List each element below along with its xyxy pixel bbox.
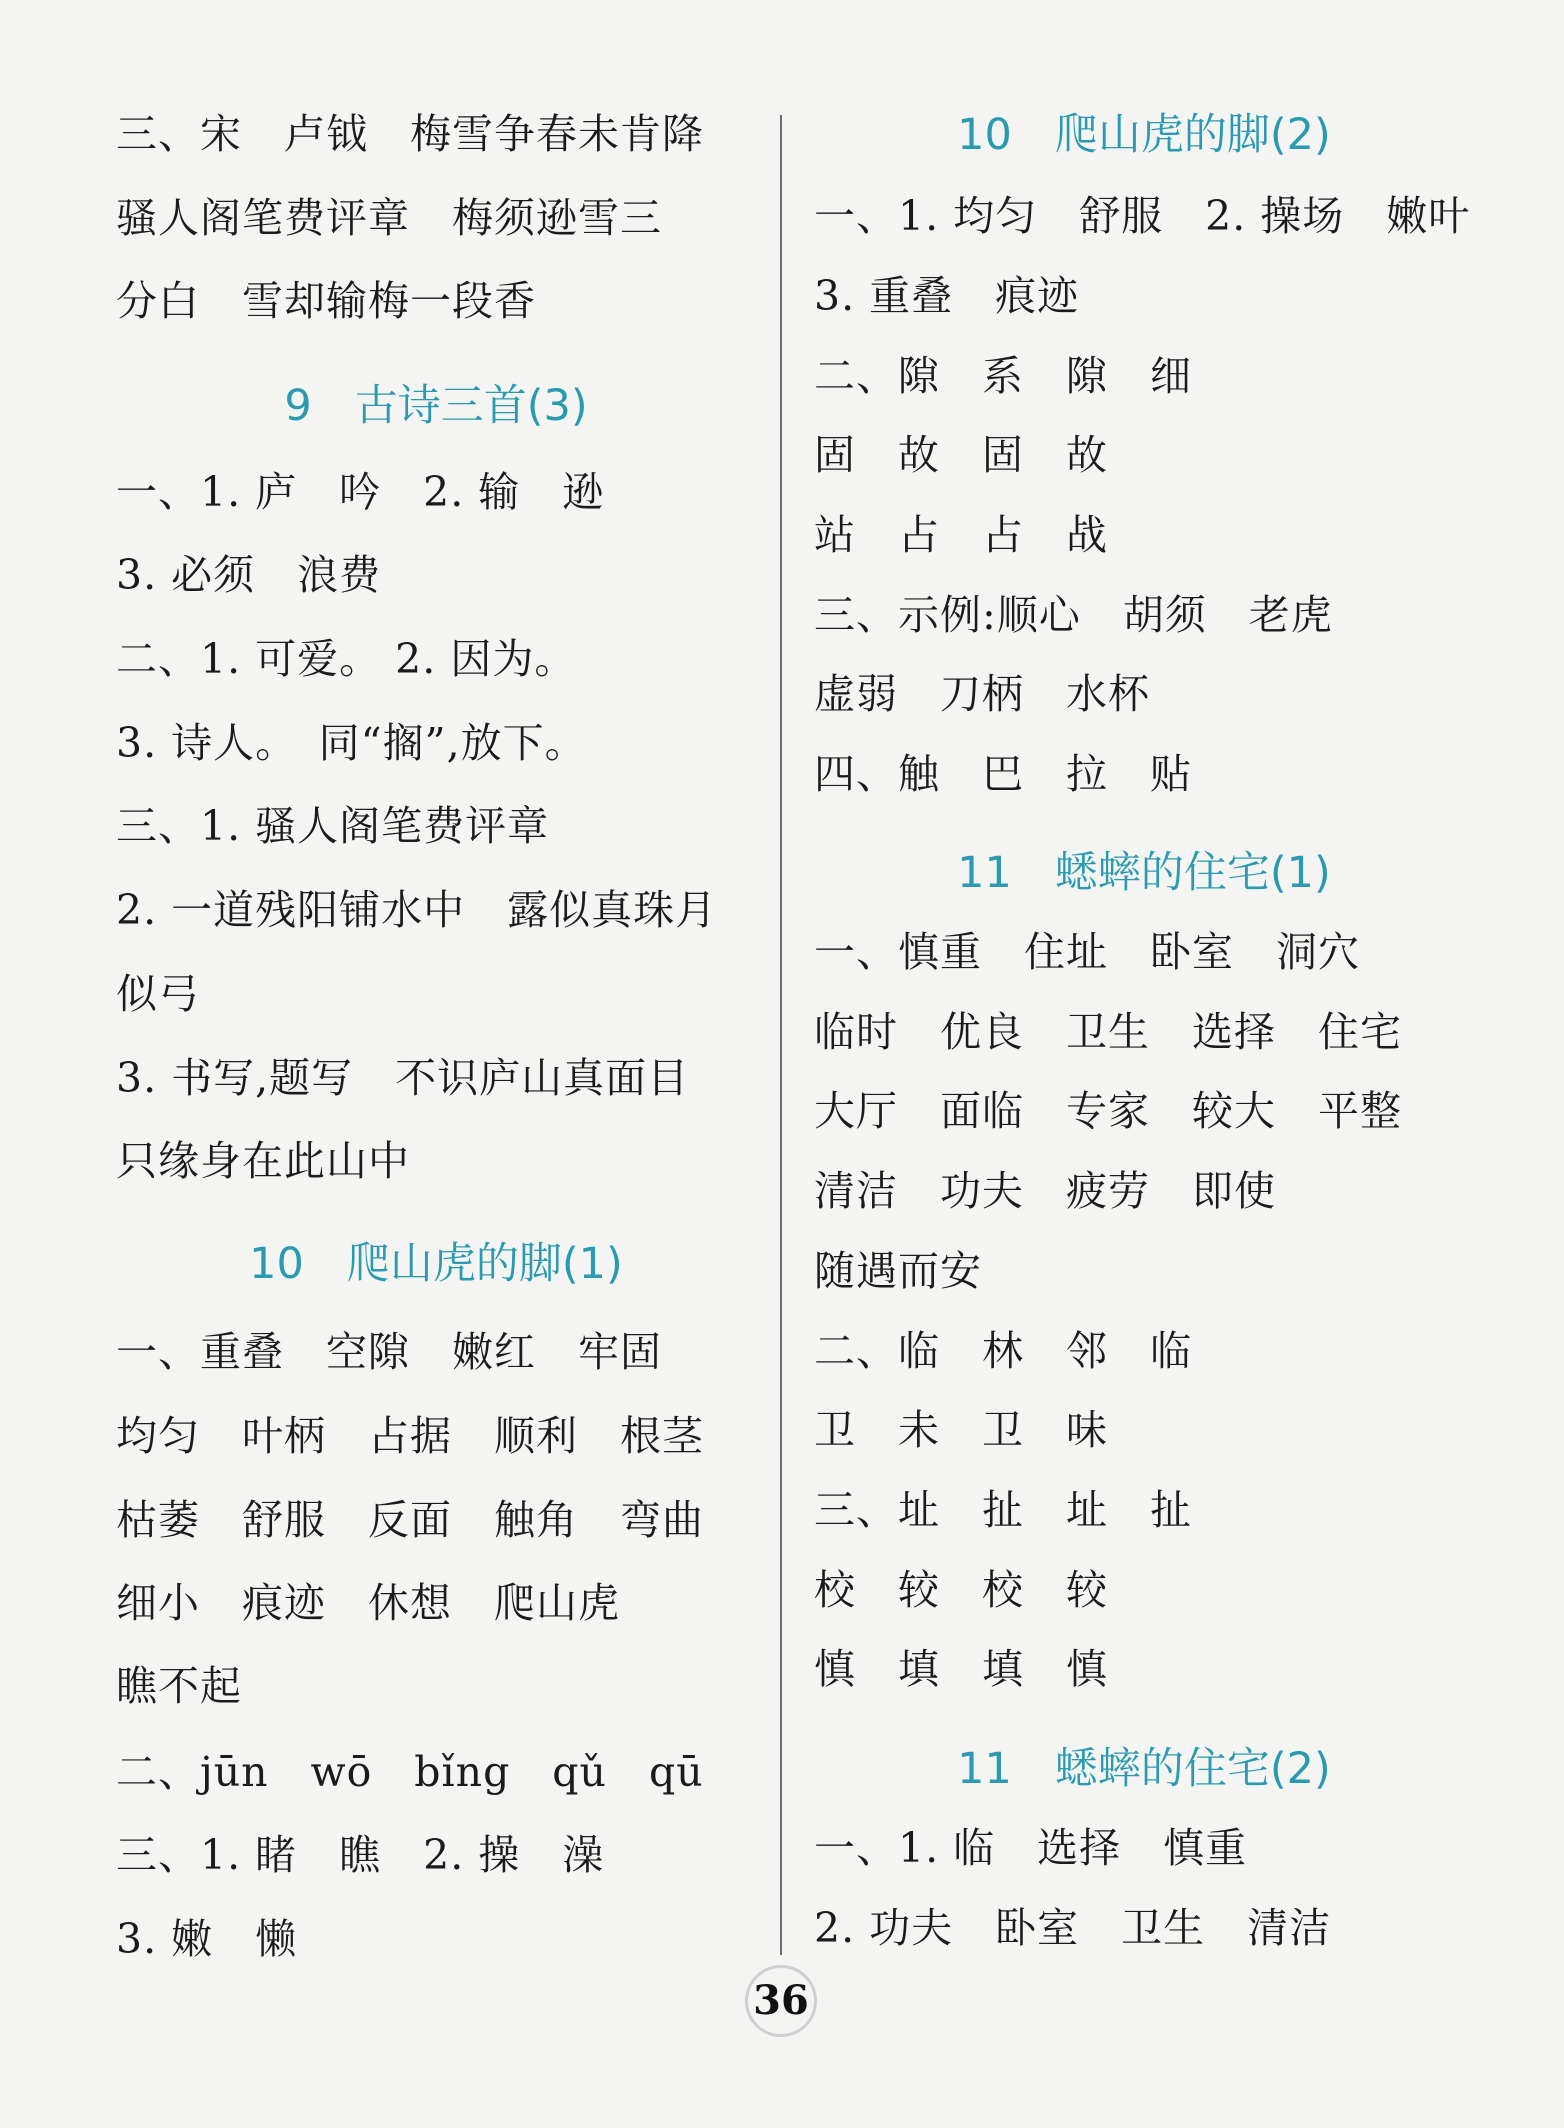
answer-line: 似弓 (116, 970, 200, 1018)
answer-line: 3. 书写,题写 不识庐山真面目 (116, 1054, 690, 1102)
answer-line: 站 占 占 战 (814, 511, 1108, 559)
section-heading: 11 蟋蟀的住宅(2) (957, 1744, 1331, 1794)
answer-line: 只缘身在此山中 (116, 1137, 410, 1185)
answer-line: 分白 雪却输梅一段香 (116, 277, 536, 325)
answer-line: 二、隙 系 隙 细 (814, 352, 1192, 400)
answer-line: 瞧不起 (116, 1662, 242, 1710)
answer-line: 3. 必须 浪费 (116, 551, 382, 599)
answer-line: 二、1. 可爱。 2. 因为。 (116, 635, 577, 683)
page-number: 36 (745, 1965, 817, 2037)
section-heading: 10 爬山虎的脚(1) (249, 1239, 623, 1289)
section-heading: 10 爬山虎的脚(2) (957, 110, 1331, 160)
answer-line: 骚人阁笔费评章 梅须逊雪三 (116, 194, 662, 242)
answer-line: 一、1. 均匀 舒服 2. 操场 嫩叶 (814, 192, 1471, 240)
answer-line: 一、慎重 住址 卧室 洞穴 (814, 928, 1360, 976)
answer-line: 细小 痕迹 休想 爬山虎 (116, 1579, 620, 1627)
answer-line: 2. 功夫 卧室 卫生 清洁 (814, 1904, 1332, 1952)
section-heading: 9 古诗三首(3) (284, 381, 588, 431)
answer-line: 四、触 巴 拉 贴 (814, 750, 1192, 798)
answer-line: 慎 填 填 慎 (814, 1645, 1108, 1693)
answer-line: 一、重叠 空隙 嫩红 牢固 (116, 1328, 662, 1376)
answer-line: 3. 诗人。 同“搁”,放下。 (116, 719, 587, 767)
answer-line: 二、jūn wō bǐng qǔ qū (116, 1748, 704, 1796)
section-heading: 11 蟋蟀的住宅(1) (957, 848, 1331, 898)
answer-line: 卫 未 卫 味 (814, 1406, 1108, 1454)
answer-line: 一、1. 临 选择 慎重 (814, 1824, 1248, 1872)
answer-line: 3. 嫩 懒 (116, 1915, 298, 1963)
answer-line: 临时 优良 卫生 选择 住宅 (814, 1008, 1402, 1056)
answer-line: 大厅 面临 专家 较大 平整 (814, 1087, 1402, 1135)
answer-line: 虚弱 刀柄 水杯 (814, 670, 1150, 718)
answer-line: 枯萎 舒服 反面 触角 弯曲 (116, 1496, 704, 1544)
answer-line: 三、1. 睹 瞧 2. 操 澡 (116, 1831, 605, 1879)
answer-line: 固 故 固 故 (814, 431, 1108, 479)
answer-line: 清洁 功夫 疲劳 即使 (814, 1167, 1276, 1215)
answer-line: 三、宋 卢钺 梅雪争春未肯降 (116, 110, 704, 158)
answer-line: 三、址 扯 址 扯 (814, 1486, 1192, 1534)
answer-line: 2. 一道残阳铺水中 露似真珠月 (116, 886, 718, 934)
column-divider (780, 115, 782, 1955)
answer-line: 校 较 校 较 (814, 1566, 1108, 1614)
answer-line: 一、1. 庐 吟 2. 输 逊 (116, 468, 605, 516)
answer-line: 三、1. 骚人阁笔费评章 (116, 802, 550, 850)
answer-line: 二、临 林 邻 临 (814, 1327, 1192, 1375)
answer-line: 3. 重叠 痕迹 (814, 272, 1080, 320)
answer-line: 三、示例:顺心 胡须 老虎 (814, 591, 1333, 639)
answer-line: 随遇而安 (814, 1247, 982, 1295)
answer-line: 均匀 叶柄 占据 顺利 根茎 (116, 1412, 704, 1460)
